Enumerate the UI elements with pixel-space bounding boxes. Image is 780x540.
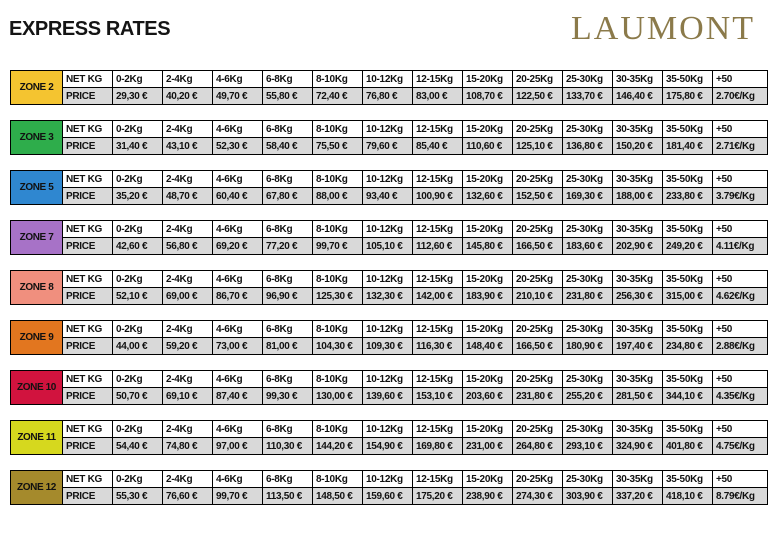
price-cell: 231,80 € (513, 388, 563, 405)
weight-range-cell: 20-25Kg (513, 221, 563, 238)
weight-range-cell: +50 (713, 321, 768, 338)
weight-range-cell: 30-35Kg (613, 71, 663, 88)
price-cell: 40,20 € (163, 88, 213, 105)
weight-range-cell: 20-25Kg (513, 421, 563, 438)
price-header: PRICE (63, 88, 113, 105)
weight-range-cell: 4-6Kg (213, 471, 263, 488)
price-cell: 169,80 € (413, 438, 463, 455)
weight-range-cell: 6-8Kg (263, 371, 313, 388)
weight-range-cell: 0-2Kg (113, 221, 163, 238)
weight-range-cell: 0-2Kg (113, 421, 163, 438)
weight-range-cell: 8-10Kg (313, 321, 363, 338)
zone-rate-table (10, 470, 768, 505)
net-kg-header: NET KG (63, 271, 113, 288)
weight-range-cell: 10-12Kg (363, 121, 413, 138)
price-cell: 148,50 € (313, 488, 363, 505)
price-cell: 100,90 € (413, 188, 463, 205)
price-cell: 42,60 € (113, 238, 163, 255)
weight-range-cell: 0-2Kg (113, 371, 163, 388)
price-cell: 69,20 € (213, 238, 263, 255)
price-cell: 35,20 € (113, 188, 163, 205)
weight-range-cell: 8-10Kg (313, 371, 363, 388)
price-cell: 130,00 € (313, 388, 363, 405)
price-cell: 85,40 € (413, 138, 463, 155)
weight-range-cell: 6-8Kg (263, 221, 313, 238)
weight-range-cell: 35-50Kg (663, 421, 713, 438)
price-row (11, 488, 768, 505)
price-cell: 281,50 € (613, 388, 663, 405)
price-cell: 202,90 € (613, 238, 663, 255)
brand-logo: LAUMONT (571, 10, 755, 47)
price-cell: 97,00 € (213, 438, 263, 455)
price-row (11, 438, 768, 455)
weight-range-cell: +50 (713, 271, 768, 288)
price-cell: 116,30 € (413, 338, 463, 355)
zone-rate-table (10, 70, 768, 105)
price-cell: 99,70 € (313, 238, 363, 255)
price-cell: 81,00 € (263, 338, 313, 355)
net-kg-header: NET KG (63, 221, 113, 238)
price-row (11, 188, 768, 205)
price-cell: 52,30 € (213, 138, 263, 155)
price-cell: 69,10 € (163, 388, 213, 405)
price-row (11, 388, 768, 405)
price-header: PRICE (63, 238, 113, 255)
price-cell: 76,80 € (363, 88, 413, 105)
price-cell: 49,70 € (213, 88, 263, 105)
price-cell: 73,00 € (213, 338, 263, 355)
price-cell: 44,00 € (113, 338, 163, 355)
weight-range-cell: 0-2Kg (113, 71, 163, 88)
price-cell: 43,10 € (163, 138, 213, 155)
price-cell: 99,70 € (213, 488, 263, 505)
price-cell: 105,10 € (363, 238, 413, 255)
weight-range-cell: 10-12Kg (363, 371, 413, 388)
weight-range-cell: 6-8Kg (263, 71, 313, 88)
weight-range-cell: 15-20Kg (463, 421, 513, 438)
price-cell: 75,50 € (313, 138, 363, 155)
price-cell: 3.79€/Kg (713, 188, 768, 205)
zone-rate-table (10, 220, 768, 255)
price-cell: 132,60 € (463, 188, 513, 205)
weight-range-cell: 25-30Kg (563, 421, 613, 438)
weight-range-cell: 12-15Kg (413, 221, 463, 238)
weight-range-cell: 12-15Kg (413, 371, 463, 388)
zone-label: ZONE 11 (11, 421, 63, 455)
weight-range-cell: +50 (713, 171, 768, 188)
weight-range-cell: 35-50Kg (663, 321, 713, 338)
price-header: PRICE (63, 438, 113, 455)
weight-range-cell: 8-10Kg (313, 221, 363, 238)
price-cell: 54,40 € (113, 438, 163, 455)
price-cell: 136,80 € (563, 138, 613, 155)
weight-range-cell: +50 (713, 421, 768, 438)
net-kg-row (11, 121, 768, 138)
price-cell: 197,40 € (613, 338, 663, 355)
weight-range-cell: 2-4Kg (163, 221, 213, 238)
price-cell: 154,90 € (363, 438, 413, 455)
net-kg-header: NET KG (63, 471, 113, 488)
weight-range-cell: 2-4Kg (163, 371, 213, 388)
weight-range-cell: 30-35Kg (613, 171, 663, 188)
weight-range-cell: 25-30Kg (563, 221, 613, 238)
weight-range-cell: 25-30Kg (563, 121, 613, 138)
price-row (11, 88, 768, 105)
price-cell: 74,80 € (163, 438, 213, 455)
price-header: PRICE (63, 388, 113, 405)
net-kg-header: NET KG (63, 171, 113, 188)
price-cell: 2.71€/Kg (713, 138, 768, 155)
weight-range-cell: 20-25Kg (513, 471, 563, 488)
zone-label: ZONE 10 (11, 371, 63, 405)
zone-rate-table (10, 120, 768, 155)
weight-range-cell: 8-10Kg (313, 121, 363, 138)
weight-range-cell: 8-10Kg (313, 271, 363, 288)
price-cell: 175,20 € (413, 488, 463, 505)
weight-range-cell: 35-50Kg (663, 171, 713, 188)
price-cell: 231,00 € (463, 438, 513, 455)
weight-range-cell: 0-2Kg (113, 271, 163, 288)
weight-range-cell: 0-2Kg (113, 471, 163, 488)
weight-range-cell: 10-12Kg (363, 421, 413, 438)
weight-range-cell: 20-25Kg (513, 171, 563, 188)
weight-range-cell: 2-4Kg (163, 271, 213, 288)
weight-range-cell: 12-15Kg (413, 471, 463, 488)
price-cell: 238,90 € (463, 488, 513, 505)
price-cell: 181,40 € (663, 138, 713, 155)
weight-range-cell: 4-6Kg (213, 371, 263, 388)
price-cell: 146,40 € (613, 88, 663, 105)
net-kg-row (11, 421, 768, 438)
price-cell: 169,30 € (563, 188, 613, 205)
price-cell: 56,80 € (163, 238, 213, 255)
weight-range-cell: 15-20Kg (463, 371, 513, 388)
weight-range-cell: 8-10Kg (313, 71, 363, 88)
weight-range-cell: 2-4Kg (163, 171, 213, 188)
price-cell: 110,60 € (463, 138, 513, 155)
weight-range-cell: 4-6Kg (213, 71, 263, 88)
zone-label: ZONE 3 (11, 121, 63, 155)
price-cell: 183,90 € (463, 288, 513, 305)
price-cell: 86,70 € (213, 288, 263, 305)
weight-range-cell: 4-6Kg (213, 271, 263, 288)
weight-range-cell: 30-35Kg (613, 421, 663, 438)
net-kg-row (11, 171, 768, 188)
weight-range-cell: 25-30Kg (563, 71, 613, 88)
weight-range-cell: 15-20Kg (463, 121, 513, 138)
weight-range-cell: 6-8Kg (263, 171, 313, 188)
price-cell: 108,70 € (463, 88, 513, 105)
weight-range-cell: 12-15Kg (413, 171, 463, 188)
net-kg-header: NET KG (63, 121, 113, 138)
price-cell: 337,20 € (613, 488, 663, 505)
price-cell: 93,40 € (363, 188, 413, 205)
weight-range-cell: 20-25Kg (513, 271, 563, 288)
price-cell: 274,30 € (513, 488, 563, 505)
price-cell: 401,80 € (663, 438, 713, 455)
page-title: EXPRESS RATES (9, 18, 171, 40)
weight-range-cell: 25-30Kg (563, 371, 613, 388)
weight-range-cell: 8-10Kg (313, 171, 363, 188)
price-header: PRICE (63, 288, 113, 305)
price-cell: 166,50 € (513, 238, 563, 255)
weight-range-cell: +50 (713, 121, 768, 138)
price-cell: 183,60 € (563, 238, 613, 255)
price-header: PRICE (63, 338, 113, 355)
price-cell: 418,10 € (663, 488, 713, 505)
price-cell: 8.79€/Kg (713, 488, 768, 505)
price-cell: 69,00 € (163, 288, 213, 305)
weight-range-cell: 12-15Kg (413, 321, 463, 338)
weight-range-cell: 15-20Kg (463, 171, 513, 188)
price-cell: 55,30 € (113, 488, 163, 505)
header (0, 0, 780, 66)
price-cell: 77,20 € (263, 238, 313, 255)
weight-range-cell: 30-35Kg (613, 371, 663, 388)
weight-range-cell: 2-4Kg (163, 471, 213, 488)
net-kg-row (11, 371, 768, 388)
weight-range-cell: 15-20Kg (463, 321, 513, 338)
price-cell: 29,30 € (113, 88, 163, 105)
price-cell: 4.11€/Kg (713, 238, 768, 255)
price-cell: 256,30 € (613, 288, 663, 305)
weight-range-cell: 10-12Kg (363, 71, 413, 88)
price-cell: 109,30 € (363, 338, 413, 355)
price-cell: 113,50 € (263, 488, 313, 505)
weight-range-cell: 35-50Kg (663, 471, 713, 488)
weight-range-cell: 30-35Kg (613, 121, 663, 138)
weight-range-cell: 12-15Kg (413, 421, 463, 438)
weight-range-cell: 35-50Kg (663, 121, 713, 138)
weight-range-cell: 6-8Kg (263, 321, 313, 338)
zone-rate-table (10, 320, 768, 355)
net-kg-row (11, 271, 768, 288)
weight-range-cell: 25-30Kg (563, 321, 613, 338)
price-row (11, 138, 768, 155)
price-cell: 76,60 € (163, 488, 213, 505)
price-cell: 125,10 € (513, 138, 563, 155)
price-cell: 58,40 € (263, 138, 313, 155)
weight-range-cell: +50 (713, 71, 768, 88)
price-cell: 52,10 € (113, 288, 163, 305)
zone-rate-table (10, 420, 768, 455)
weight-range-cell: 35-50Kg (663, 271, 713, 288)
price-cell: 344,10 € (663, 388, 713, 405)
price-cell: 55,80 € (263, 88, 313, 105)
price-cell: 112,60 € (413, 238, 463, 255)
weight-range-cell: 4-6Kg (213, 171, 263, 188)
price-cell: 88,00 € (313, 188, 363, 205)
net-kg-header: NET KG (63, 371, 113, 388)
weight-range-cell: 25-30Kg (563, 171, 613, 188)
weight-range-cell: 4-6Kg (213, 221, 263, 238)
weight-range-cell: 2-4Kg (163, 71, 213, 88)
weight-range-cell: 30-35Kg (613, 471, 663, 488)
price-cell: 67,80 € (263, 188, 313, 205)
price-cell: 133,70 € (563, 88, 613, 105)
weight-range-cell: 2-4Kg (163, 421, 213, 438)
price-cell: 203,60 € (463, 388, 513, 405)
price-cell: 188,00 € (613, 188, 663, 205)
price-cell: 166,50 € (513, 338, 563, 355)
weight-range-cell: 6-8Kg (263, 471, 313, 488)
weight-range-cell: 0-2Kg (113, 121, 163, 138)
price-cell: 210,10 € (513, 288, 563, 305)
price-cell: 255,20 € (563, 388, 613, 405)
weight-range-cell: 30-35Kg (613, 321, 663, 338)
price-cell: 59,20 € (163, 338, 213, 355)
weight-range-cell: 20-25Kg (513, 121, 563, 138)
price-cell: 48,70 € (163, 188, 213, 205)
price-cell: 31,40 € (113, 138, 163, 155)
weight-range-cell: 10-12Kg (363, 221, 413, 238)
price-cell: 87,40 € (213, 388, 263, 405)
price-cell: 72,40 € (313, 88, 363, 105)
weight-range-cell: 15-20Kg (463, 221, 513, 238)
price-cell: 99,30 € (263, 388, 313, 405)
net-kg-row (11, 471, 768, 488)
weight-range-cell: 6-8Kg (263, 121, 313, 138)
zone-rate-tables (10, 70, 768, 520)
weight-range-cell: 25-30Kg (563, 271, 613, 288)
price-row (11, 338, 768, 355)
price-cell: 2.70€/Kg (713, 88, 768, 105)
weight-range-cell: 10-12Kg (363, 171, 413, 188)
price-cell: 96,90 € (263, 288, 313, 305)
price-cell: 264,80 € (513, 438, 563, 455)
price-cell: 159,60 € (363, 488, 413, 505)
weight-range-cell: 6-8Kg (263, 421, 313, 438)
weight-range-cell: +50 (713, 371, 768, 388)
price-cell: 122,50 € (513, 88, 563, 105)
weight-range-cell: 4-6Kg (213, 121, 263, 138)
zone-rate-table (10, 270, 768, 305)
weight-range-cell: 6-8Kg (263, 271, 313, 288)
net-kg-header: NET KG (63, 421, 113, 438)
zone-rate-table (10, 370, 768, 405)
price-cell: 4.35€/Kg (713, 388, 768, 405)
price-cell: 125,30 € (313, 288, 363, 305)
weight-range-cell: 12-15Kg (413, 71, 463, 88)
weight-range-cell: 8-10Kg (313, 471, 363, 488)
price-cell: 2.88€/Kg (713, 338, 768, 355)
price-cell: 50,70 € (113, 388, 163, 405)
price-cell: 303,90 € (563, 488, 613, 505)
weight-range-cell: 30-35Kg (613, 221, 663, 238)
price-cell: 110,30 € (263, 438, 313, 455)
weight-range-cell: 10-12Kg (363, 271, 413, 288)
price-cell: 152,50 € (513, 188, 563, 205)
net-kg-row (11, 71, 768, 88)
weight-range-cell: 12-15Kg (413, 271, 463, 288)
zone-rate-table (10, 170, 768, 205)
zone-label: ZONE 7 (11, 221, 63, 255)
price-cell: 175,80 € (663, 88, 713, 105)
weight-range-cell: 15-20Kg (463, 71, 513, 88)
net-kg-row (11, 221, 768, 238)
weight-range-cell: 8-10Kg (313, 421, 363, 438)
price-cell: 60,40 € (213, 188, 263, 205)
weight-range-cell: 12-15Kg (413, 121, 463, 138)
net-kg-header: NET KG (63, 71, 113, 88)
weight-range-cell: +50 (713, 221, 768, 238)
price-cell: 145,80 € (463, 238, 513, 255)
weight-range-cell: 10-12Kg (363, 321, 413, 338)
weight-range-cell: 20-25Kg (513, 321, 563, 338)
weight-range-cell: 15-20Kg (463, 271, 513, 288)
price-row (11, 288, 768, 305)
price-header: PRICE (63, 488, 113, 505)
price-cell: 79,60 € (363, 138, 413, 155)
weight-range-cell: 30-35Kg (613, 271, 663, 288)
zone-label: ZONE 9 (11, 321, 63, 355)
price-cell: 4.62€/Kg (713, 288, 768, 305)
weight-range-cell: 10-12Kg (363, 471, 413, 488)
price-header: PRICE (63, 188, 113, 205)
weight-range-cell: 2-4Kg (163, 321, 213, 338)
zone-label: ZONE 12 (11, 471, 63, 505)
price-cell: 148,40 € (463, 338, 513, 355)
price-cell: 132,30 € (363, 288, 413, 305)
weight-range-cell: 20-25Kg (513, 71, 563, 88)
price-cell: 180,90 € (563, 338, 613, 355)
weight-range-cell: 25-30Kg (563, 471, 613, 488)
price-cell: 233,80 € (663, 188, 713, 205)
weight-range-cell: 20-25Kg (513, 371, 563, 388)
weight-range-cell: 2-4Kg (163, 121, 213, 138)
price-cell: 293,10 € (563, 438, 613, 455)
price-cell: 104,30 € (313, 338, 363, 355)
price-cell: 139,60 € (363, 388, 413, 405)
net-kg-header: NET KG (63, 321, 113, 338)
weight-range-cell: 35-50Kg (663, 221, 713, 238)
price-row (11, 238, 768, 255)
weight-range-cell: 0-2Kg (113, 171, 163, 188)
price-cell: 324,90 € (613, 438, 663, 455)
price-cell: 142,00 € (413, 288, 463, 305)
zone-label: ZONE 8 (11, 271, 63, 305)
weight-range-cell: 0-2Kg (113, 321, 163, 338)
price-cell: 144,20 € (313, 438, 363, 455)
price-cell: 4.75€/Kg (713, 438, 768, 455)
zone-label: ZONE 2 (11, 71, 63, 105)
price-header: PRICE (63, 138, 113, 155)
price-cell: 150,20 € (613, 138, 663, 155)
price-cell: 83,00 € (413, 88, 463, 105)
price-cell: 249,20 € (663, 238, 713, 255)
weight-range-cell: 35-50Kg (663, 371, 713, 388)
price-cell: 231,80 € (563, 288, 613, 305)
zone-label: ZONE 5 (11, 171, 63, 205)
price-cell: 153,10 € (413, 388, 463, 405)
net-kg-row (11, 321, 768, 338)
weight-range-cell: 4-6Kg (213, 321, 263, 338)
weight-range-cell: 4-6Kg (213, 421, 263, 438)
weight-range-cell: 15-20Kg (463, 471, 513, 488)
price-cell: 315,00 € (663, 288, 713, 305)
weight-range-cell: +50 (713, 471, 768, 488)
price-cell: 234,80 € (663, 338, 713, 355)
weight-range-cell: 35-50Kg (663, 71, 713, 88)
